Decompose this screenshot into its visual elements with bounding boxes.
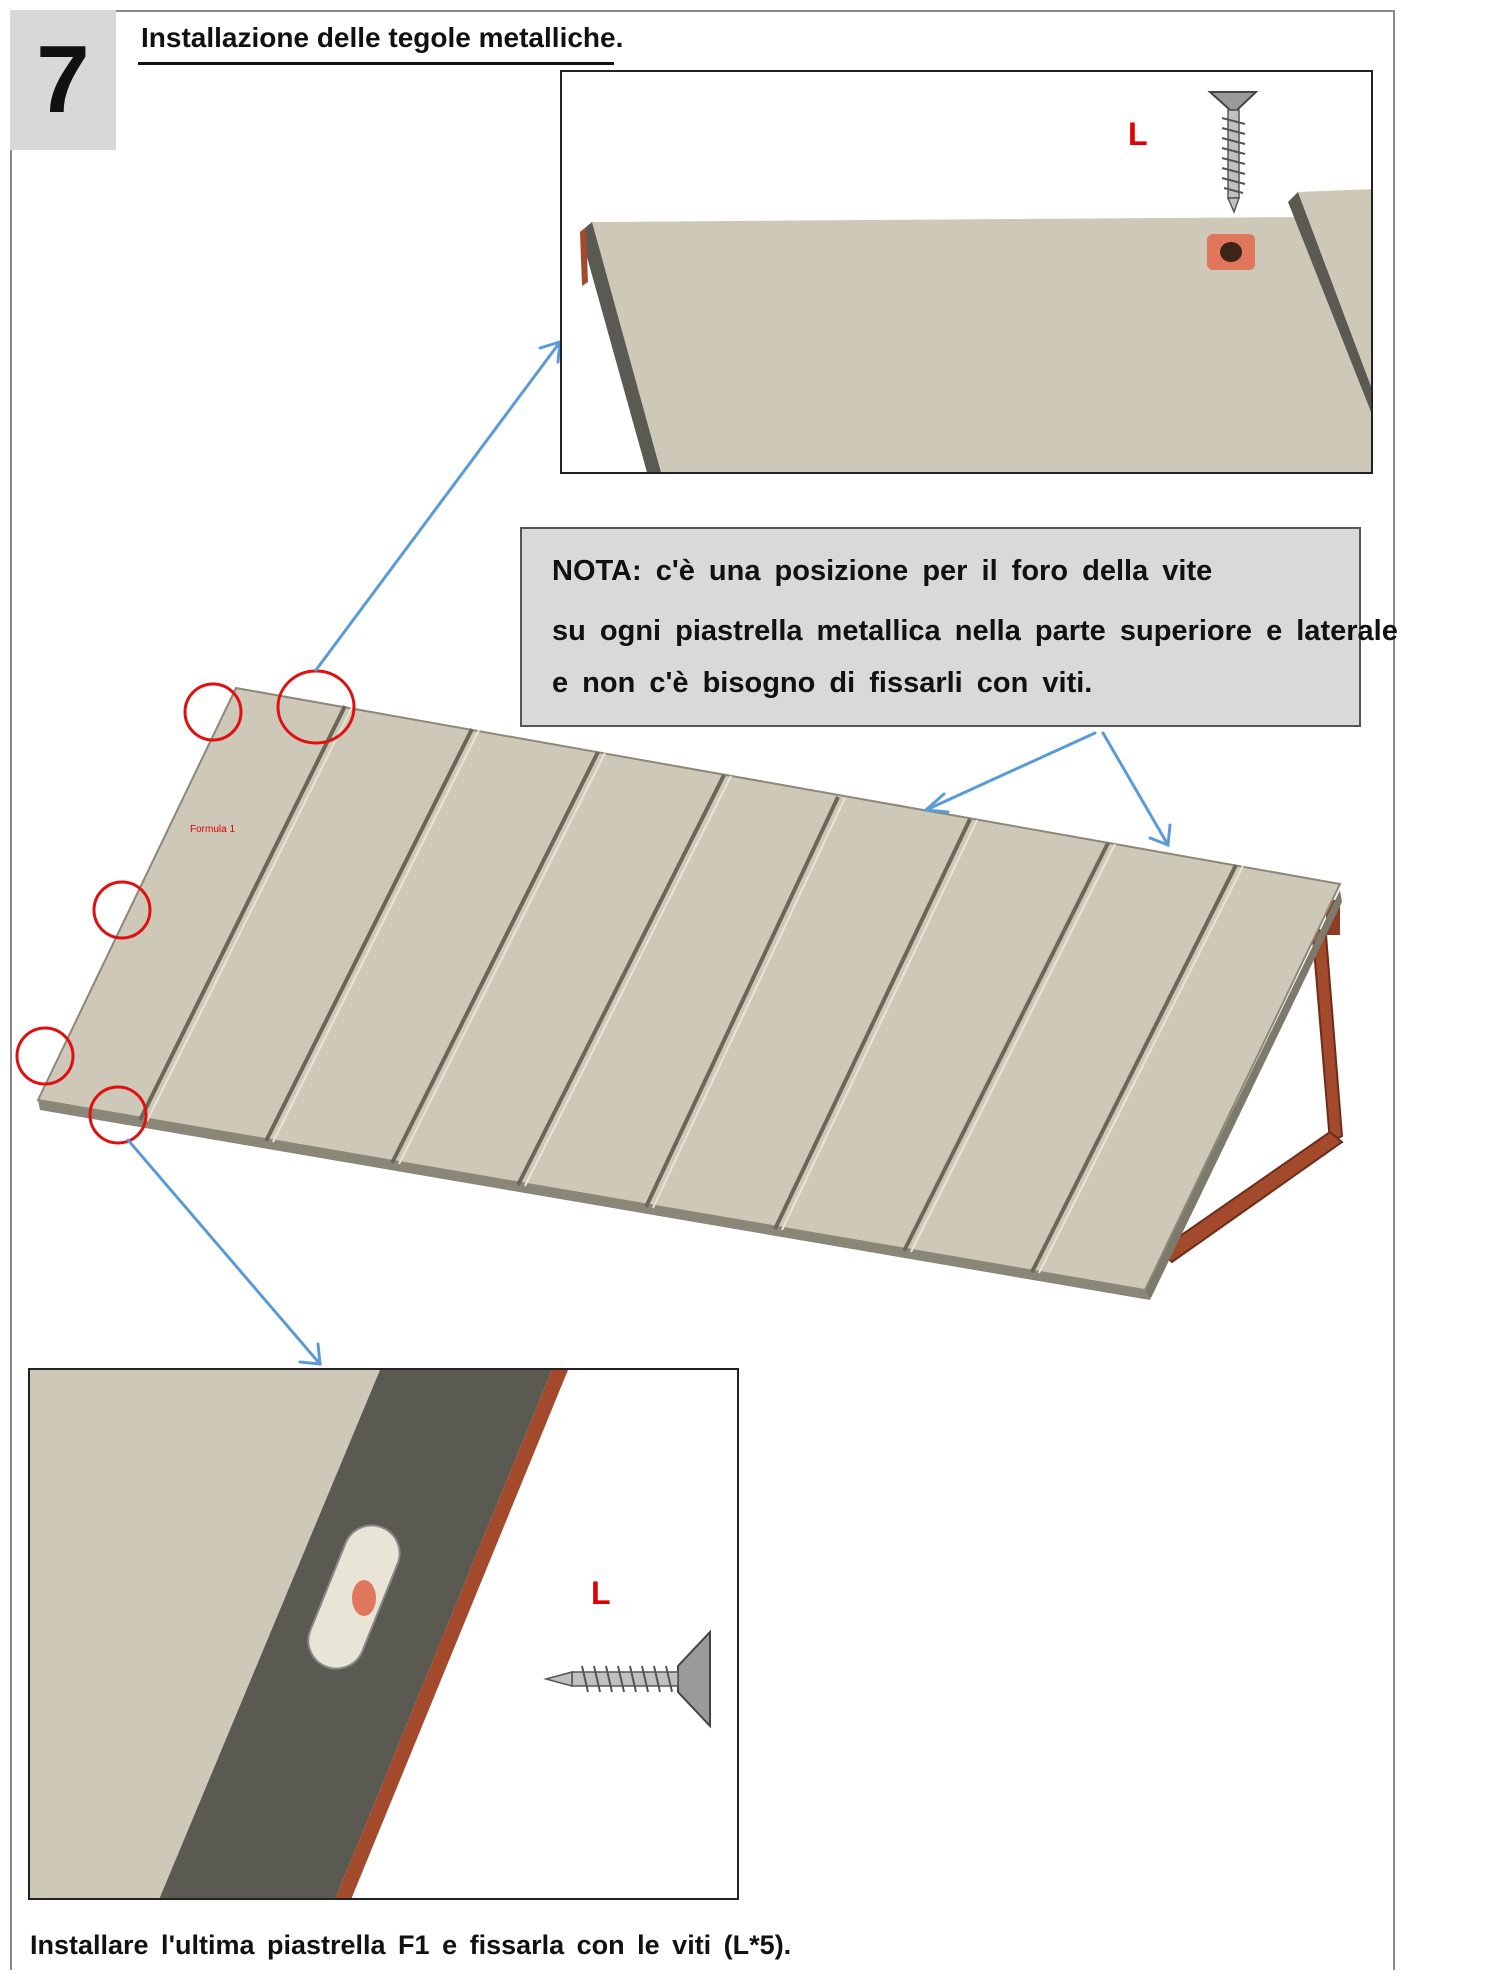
screw-head	[1210, 92, 1256, 110]
top-detail-drawing	[562, 72, 1373, 474]
screw-shank	[572, 1672, 678, 1686]
bottom-detail-drawing	[30, 1370, 739, 1900]
arrow-head	[1150, 825, 1170, 845]
screw-head	[678, 1632, 710, 1726]
frame-post	[1312, 925, 1342, 1142]
arrow-note-left	[926, 733, 1095, 810]
tile-marking: Formula 1	[190, 824, 236, 835]
screw-tip	[546, 1672, 572, 1686]
screw-shank	[1228, 110, 1239, 198]
top-detail-inset	[560, 70, 1373, 474]
note-line-1: NOTA: c'è una posizione per il foro della vite	[552, 555, 1213, 587]
instruction-caption: Installare l'ultima piastrella F1 e fissarla con le viti (L*5).	[30, 1930, 792, 1960]
screw-icon	[546, 1632, 710, 1726]
slot-hole	[352, 1580, 376, 1616]
arrow-note-right	[1103, 733, 1168, 845]
bottom-detail-inset	[28, 1368, 739, 1900]
step-number: 7	[36, 26, 90, 133]
screw-hole	[1220, 242, 1242, 262]
screw-tip	[1228, 198, 1239, 212]
tile-surface	[592, 217, 1373, 474]
arrow-to-bottom-detail	[128, 1140, 320, 1364]
part-label-l: L	[1128, 116, 1148, 152]
part-label-l: L	[591, 1575, 611, 1611]
note-box	[520, 527, 1398, 727]
step-title: Installazione delle tegole metalliche.	[141, 22, 624, 53]
roof-panel	[38, 688, 1342, 1300]
screw-icon	[1210, 92, 1256, 212]
roof-panel-surface	[38, 688, 1340, 1290]
note-line-3: e non c'è bisogno di fissarli con viti.	[552, 667, 1093, 699]
note-line-2: su ogni piastrella metallica nella parte superiore e laterale	[552, 615, 1398, 647]
